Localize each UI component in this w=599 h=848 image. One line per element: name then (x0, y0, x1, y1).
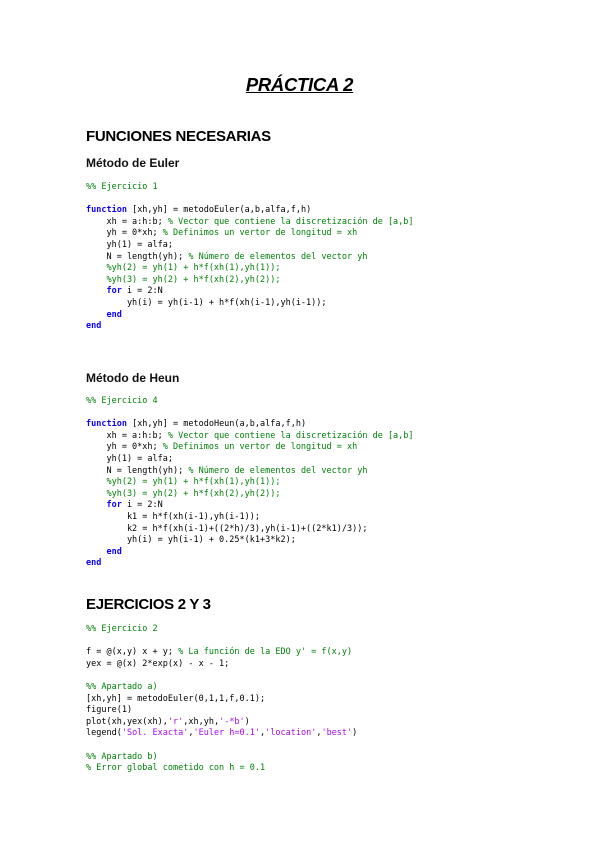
code-line (86, 624, 357, 636)
code-line (86, 286, 414, 298)
code-line (86, 466, 414, 478)
code-text: yh = 0*xh; (86, 442, 163, 453)
code-comment: % Definimos un vertor de longitud = xh (162, 228, 358, 239)
code-line (86, 182, 414, 194)
code-comment: % Vector que contiene la discretización de [a,b] (167, 216, 414, 227)
code-text: N = length(yh); (86, 465, 189, 476)
code-text: yh = 0*xh; (86, 228, 163, 239)
code-text: plot(xh,yex(xh), (86, 716, 168, 727)
code-string: 'best' (321, 728, 353, 739)
code-keyword: end (86, 558, 102, 569)
code-keyword: end (86, 546, 122, 557)
code-text: [xh,yh] = metodoHeun(a,b,alfa,f,h) (126, 419, 307, 430)
code-line (86, 547, 414, 559)
code-comment: %% Ejercicio 4 (86, 396, 158, 406)
code-line (86, 647, 357, 659)
code-line (86, 310, 414, 322)
code-comment: %% Apartado a) (86, 681, 158, 692)
code-line (86, 717, 357, 729)
code-text: ) (352, 728, 358, 739)
code-text: N = length(yh); (86, 251, 189, 262)
code-keyword: function (86, 205, 127, 216)
code-line (86, 535, 414, 547)
code-comment: % Definimos un vertor de longitud = xh (162, 442, 358, 453)
code-line (86, 682, 357, 694)
code-text: k1 = h*f(xh(i-1),yh(i-1)); (86, 511, 260, 522)
code-text: figure(1) (86, 705, 133, 716)
code-line (86, 217, 414, 229)
code-text: , (188, 728, 194, 739)
code-string: 'Euler h=0.1' (193, 728, 261, 739)
code-keyword: function (86, 419, 127, 430)
code-keyword: end (86, 309, 122, 320)
code-text: yex = @(x) 2*exp(x) - x - 1; (86, 658, 230, 669)
code-line (86, 408, 414, 420)
code-line (86, 694, 357, 706)
code-line (86, 705, 357, 717)
code-text: i = 2:N (121, 500, 163, 511)
code-text: legend( (86, 728, 122, 739)
code-block-ejercicio2 (86, 624, 357, 775)
code-line (86, 228, 414, 240)
code-comment: %% Ejercicio 1 (86, 182, 158, 192)
code-line (86, 396, 414, 408)
code-line (86, 252, 414, 264)
code-line (86, 659, 357, 671)
code-line (86, 740, 357, 752)
code-text: xh = a:h:b; (86, 216, 168, 227)
code-line (86, 442, 414, 454)
code-line (86, 500, 414, 512)
code-line (86, 194, 414, 206)
code-text: k2 = h*f(xh(i-1)+((2*h)/3),yh(i-1)+((2*k1)/3)); (86, 523, 368, 534)
code-text: i = 2:N (121, 286, 163, 297)
section-heading-funciones: FUNCIONES NECESARIAS (86, 128, 271, 145)
code-text: ,xh,yh, (183, 716, 220, 727)
code-text: , (316, 728, 322, 739)
code-text: f = @(x,y) x + y; (86, 647, 179, 658)
code-keyword: end (86, 321, 102, 332)
code-text: yh(i) = yh(i-1) + h*f(xh(i-1),yh(i-1)); (86, 297, 327, 308)
code-text: xh = a:h:b; (86, 430, 168, 441)
code-comment: % La función de la EDO y' = f(x,y) (178, 647, 353, 658)
code-comment: %% Ejercicio 2 (86, 624, 158, 634)
code-line (86, 454, 414, 466)
code-string: 'r' (167, 716, 184, 727)
code-line (86, 763, 357, 775)
code-line (86, 524, 414, 536)
code-text: yh(1) = alfa; (86, 453, 173, 464)
code-comment: %yh(3) = yh(2) + h*f(xh(2),yh(2)); (86, 274, 281, 285)
code-comment: %yh(3) = yh(2) + h*f(xh(2),yh(2)); (86, 488, 281, 499)
code-text: yh(i) = yh(i-1) + 0.25*(k1+3*k2); (86, 535, 296, 546)
code-line (86, 431, 414, 443)
code-comment: %yh(2) = yh(1) + h*f(xh(1),yh(1)); (86, 477, 281, 488)
code-string: 'Sol. Exacta' (121, 728, 189, 739)
code-line (86, 728, 357, 740)
document-title: PRÁCTICA 2 (245, 74, 354, 95)
code-text: [xh,yh] = metodoEuler(0,1,1,f,0.1); (86, 693, 266, 704)
code-comment: %% Apartado b) (86, 751, 158, 762)
code-line (86, 419, 414, 431)
subsection-heading-heun: Método de Heun (86, 371, 180, 385)
subsection-heading-euler: Método de Euler (86, 156, 180, 170)
code-string: 'location' (265, 728, 317, 739)
code-text: yh(1) = alfa; (86, 239, 173, 250)
code-comment: %yh(2) = yh(1) + h*f(xh(1),yh(1)); (86, 263, 281, 274)
section-heading-ejercicios: EJERCICIOS 2 Y 3 (86, 596, 211, 613)
code-line (86, 298, 414, 310)
code-block-heun (86, 396, 414, 570)
code-block-euler (86, 182, 414, 333)
code-comment: % Número de elementos del vector yh (188, 251, 368, 262)
code-line (86, 321, 414, 333)
code-comment: % Vector que contiene la discretización de [a,b] (167, 430, 414, 441)
code-line (86, 636, 357, 648)
code-line (86, 205, 414, 217)
code-line (86, 489, 414, 501)
code-line (86, 670, 357, 682)
code-comment: % Error global cometido con h = 0.1 (86, 763, 266, 774)
code-keyword: for (86, 286, 122, 297)
code-comment: % Número de elementos del vector yh (188, 465, 368, 476)
code-line (86, 752, 357, 764)
code-line (86, 512, 414, 524)
code-line (86, 263, 414, 275)
code-text: , (260, 728, 266, 739)
code-line (86, 558, 414, 570)
code-text: ) (244, 716, 250, 727)
code-string: '-*b' (219, 716, 245, 727)
code-text: [xh,yh] = metodoEuler(a,b,alfa,f,h) (126, 205, 312, 216)
code-line (86, 240, 414, 252)
code-keyword: for (86, 500, 122, 511)
code-line (86, 477, 414, 489)
code-line (86, 275, 414, 287)
